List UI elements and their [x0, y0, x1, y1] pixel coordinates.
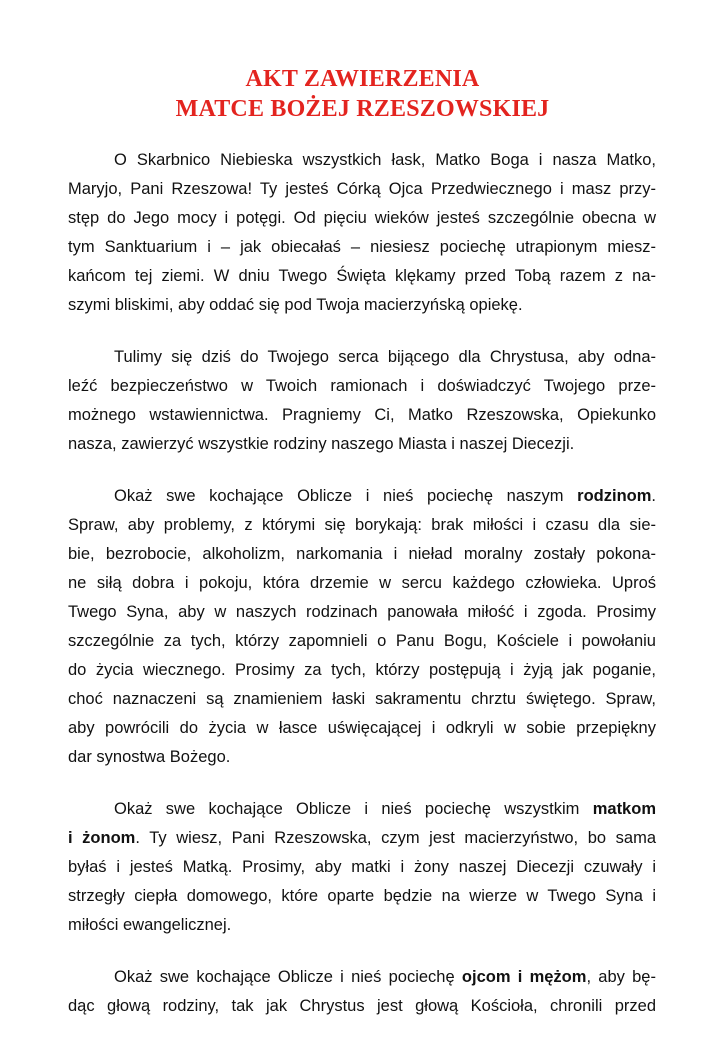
- document-title: [0, 64, 725, 124]
- text-line: [68, 853, 656, 882]
- text-line: [68, 401, 656, 430]
- bold-text: i żonom: [68, 829, 136, 847]
- text-segment: Twego Syna, aby w naszych rodzinach panowała miłość i zgoda. Prosimy: [68, 603, 656, 621]
- text-segment: stęp do Jego mocy i potęgi. Od pięciu wieków jesteś szczególnie obecna w: [68, 209, 656, 227]
- text-segment: Tulimy się dziś do Twojego serca bijącego dla Chrystusa, aby odna-: [114, 348, 656, 366]
- text-segment: bie, bezrobocie, alkoholizm, narkomania i nieład moralny zostały pokona-: [68, 545, 656, 563]
- bold-text: rodzinom: [577, 487, 652, 505]
- title-line-1: AKT ZAWIERZENIA: [245, 66, 480, 92]
- text-segment: leźć bezpieczeństwo w Twoich ramionach i doświadczyć Twojego prze-: [68, 377, 656, 395]
- text-line: [68, 743, 656, 772]
- text-line: [68, 540, 656, 569]
- paragraph: [68, 795, 656, 940]
- text-line: [68, 714, 656, 743]
- paragraph: [68, 482, 656, 772]
- paragraph: [68, 963, 656, 1021]
- text-segment: . Ty wiesz, Pani Rzeszowska, czym jest macierzyństwo, bo sama: [135, 829, 657, 847]
- text-segment: byłaś i jesteś Matką. Prosimy, aby matki i żony naszej Diecezji czuwały i: [68, 858, 656, 876]
- text-segment: .: [651, 487, 656, 505]
- bold-text: ojcom i mężom: [461, 968, 587, 986]
- text-line: [68, 430, 656, 459]
- text-segment: aby powrócili do życia w łasce uświęcającej i odkryli w sobie przepiękny: [68, 719, 656, 737]
- text-segment: ne siłą dobra i pokoju, która drzemie w sercu każdego człowieka. Uproś: [68, 574, 656, 592]
- text-segment: kańcom tej ziemi. W dniu Twego Święta klękamy przed Tobą razem z na-: [68, 267, 656, 285]
- text-segment: Okaż swe kochające Oblicze i nieś pociechę: [114, 968, 462, 986]
- text-line: [68, 656, 656, 685]
- text-segment: nasza, zawierzyć wszystkie rodziny naszego Miasta i naszej Diecezji.: [68, 435, 575, 453]
- text-line: [68, 146, 656, 175]
- text-line: [68, 569, 656, 598]
- text-segment: szymi bliskimi, aby oddać się pod Twoja macierzyńską opiekę.: [68, 296, 523, 314]
- document-body: [68, 146, 656, 1044]
- text-segment: , aby bę-: [586, 968, 656, 986]
- text-line: [68, 343, 656, 372]
- text-segment: miłości ewangelicznej.: [68, 916, 232, 934]
- text-line: [68, 992, 656, 1021]
- text-line: [68, 795, 656, 824]
- text-line: [68, 372, 656, 401]
- text-segment: Maryjo, Pani Rzeszowa! Ty jesteś Córką Ojca Przedwiecznego i masz przy-: [68, 180, 656, 198]
- text-segment: Okaż swe kochające Oblicze i nieś pociechę wszystkim: [114, 800, 593, 818]
- text-segment: dar synostwa Bożego.: [68, 748, 231, 766]
- text-segment: do życia wiecznego. Prosimy za tych, którzy postępują i żyją jak poganie,: [68, 661, 656, 679]
- text-line: [68, 233, 656, 262]
- text-line: [68, 882, 656, 911]
- text-line: [68, 824, 656, 853]
- text-segment: choć naznaczeni są znamieniem łaski sakramentu chrztu świętego. Spraw,: [68, 690, 656, 708]
- text-segment: szczególnie za tych, którzy zapomnieli o Panu Bogu, Kościele i powołaniu: [68, 632, 656, 650]
- text-segment: dąc głową rodziny, tak jak Chrystus jest głową Kościoła, chronili przed: [68, 997, 656, 1015]
- text-line: [68, 685, 656, 714]
- text-line: [68, 204, 656, 233]
- bold-text: matkom: [592, 800, 656, 818]
- text-line: [68, 175, 656, 204]
- text-segment: Okaż swe kochające Oblicze i nieś pociechę naszym: [114, 487, 578, 505]
- text-segment: możnego wstawiennictwa. Pragniemy Ci, Matko Rzeszowska, Opiekunko: [68, 406, 656, 424]
- title-line-2: MATCE BOŻEJ RZESZOWSKIEJ: [175, 96, 550, 122]
- text-line: [68, 627, 656, 656]
- text-line: [68, 262, 656, 291]
- text-line: [68, 482, 656, 511]
- paragraph: [68, 146, 656, 320]
- paragraph: [68, 343, 656, 459]
- text-segment: tym Sanktuarium i – jak obiecałaś – niesiesz pociechę utrapionym miesz-: [68, 238, 656, 256]
- text-line: [68, 963, 656, 992]
- text-segment: Spraw, aby problemy, z którymi się borykają: brak miłości i czasu dla sie-: [68, 516, 656, 534]
- text-segment: strzegły ciepła domowego, które oparte będzie na wierze w Twego Syna i: [68, 887, 656, 905]
- text-line: [68, 598, 656, 627]
- text-line: [68, 511, 656, 540]
- text-segment: O Skarbnico Niebieska wszystkich łask, Matko Boga i nasza Matko,: [114, 151, 656, 169]
- text-line: [68, 291, 656, 320]
- text-line: [68, 911, 656, 940]
